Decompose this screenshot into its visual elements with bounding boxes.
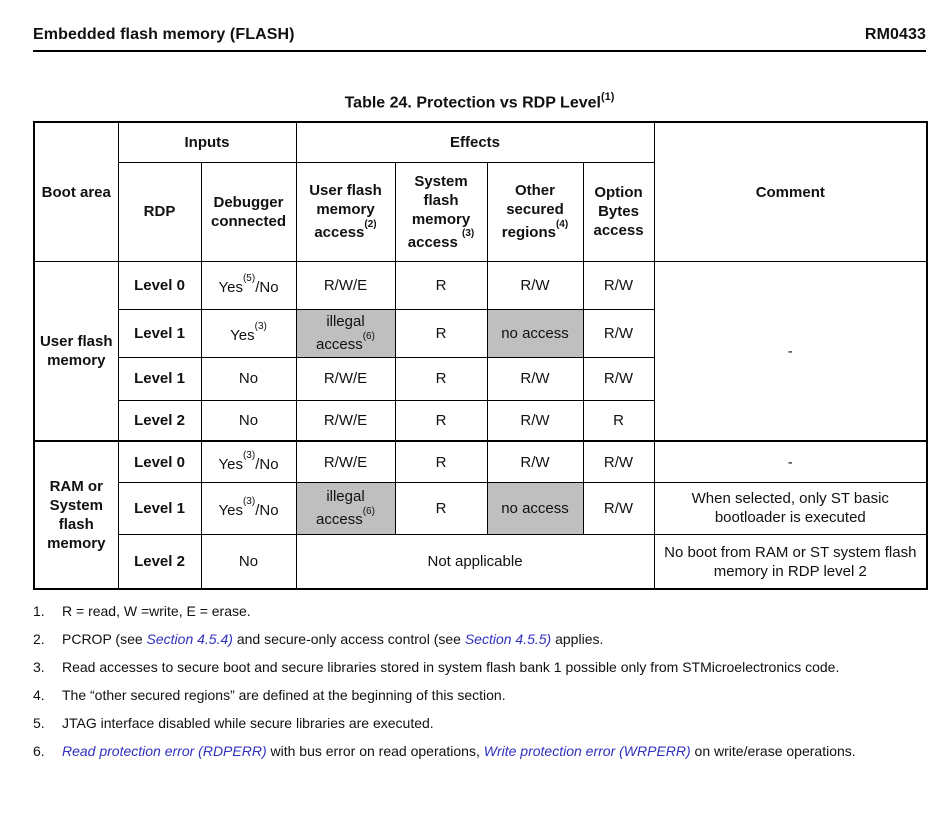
link-rdperr[interactable]: Read protection error (RDPERR) bbox=[62, 743, 267, 760]
cell-other-secured: no access bbox=[487, 309, 583, 357]
cell-option-bytes: R/W bbox=[583, 357, 654, 400]
header-option-bytes: Option Bytes access bbox=[583, 162, 654, 261]
footnote-ref: (3) bbox=[254, 321, 267, 333]
header-inputs: Inputs bbox=[118, 122, 296, 162]
section-title: Embedded flash memory (FLASH) bbox=[33, 26, 295, 43]
footnote-text bbox=[62, 743, 856, 760]
cell-system-flash: R bbox=[395, 309, 487, 357]
footnote-text-segment: and secure-only access control (see bbox=[232, 631, 465, 648]
header-system-flash bbox=[395, 162, 487, 261]
header-debugger: Debugger connected bbox=[201, 162, 296, 261]
footnote-ref: (4) bbox=[555, 218, 569, 230]
footnote-number: 3. bbox=[33, 659, 45, 676]
table-row bbox=[34, 482, 927, 534]
cell-rdp: Level 2 bbox=[118, 400, 201, 441]
header-user-flash bbox=[296, 162, 395, 261]
header-system-flash-text: System flash memory access bbox=[407, 172, 471, 251]
cell-text: Yes bbox=[218, 455, 243, 473]
footnote-text-segment: PCROP (see bbox=[62, 631, 147, 648]
footnote-ref: (1) bbox=[600, 91, 615, 103]
cell-boot-area-ram-system: RAM or System flash memory bbox=[34, 441, 118, 589]
footnote-text-segment: on write/erase operations. bbox=[690, 743, 856, 760]
cell-text: Yes bbox=[218, 501, 243, 519]
footnote-ref: (2) bbox=[364, 218, 377, 230]
cell-boot-area-user-flash: User flash memory bbox=[34, 261, 118, 441]
footnote-1 bbox=[33, 603, 926, 620]
cell-user-flash bbox=[296, 482, 395, 534]
cell-text: /No bbox=[255, 501, 279, 519]
cell-system-flash: R bbox=[395, 357, 487, 400]
header-rdp: RDP bbox=[118, 162, 201, 261]
cell-option-bytes: R/W bbox=[583, 261, 654, 309]
footnote-6 bbox=[33, 743, 926, 760]
footnote-ref: (6) bbox=[362, 330, 375, 342]
cell-rdp: Level 2 bbox=[118, 534, 201, 589]
cell-other-secured: no access bbox=[487, 482, 583, 534]
cell-text: Yes bbox=[230, 326, 255, 344]
footnote-text: R = read, W =write, E = erase. bbox=[62, 603, 251, 620]
cell-debugger bbox=[201, 482, 296, 534]
header-comment: Comment bbox=[654, 122, 927, 261]
cell-option-bytes: R bbox=[583, 400, 654, 441]
cell-system-flash: R bbox=[395, 400, 487, 441]
cell-option-bytes: R/W bbox=[583, 482, 654, 534]
cell-text: illegal access bbox=[316, 313, 365, 354]
cell-debugger bbox=[201, 309, 296, 357]
cell-debugger: No bbox=[201, 357, 296, 400]
footnote-text bbox=[62, 631, 603, 648]
footnote-ref: (6) bbox=[362, 505, 375, 517]
footnote-number: 6. bbox=[33, 743, 45, 760]
cell-other-secured: R/W bbox=[487, 261, 583, 309]
table-title-text: Table 24. Protection vs RDP Level bbox=[344, 94, 601, 112]
cell-option-bytes: R/W bbox=[583, 441, 654, 482]
footnote-5 bbox=[33, 715, 926, 732]
cell-comment: - bbox=[654, 261, 927, 441]
table-row bbox=[34, 441, 927, 482]
cell-other-secured: R/W bbox=[487, 400, 583, 441]
footnote-text-segment: applies. bbox=[551, 631, 604, 648]
cell-debugger: No bbox=[201, 400, 296, 441]
cell-comment: When selected, only ST basic bootloader is executed bbox=[654, 482, 927, 534]
header-boot-area: Boot area bbox=[34, 122, 118, 261]
cell-not-applicable: Not applicable bbox=[296, 534, 654, 589]
footnote-number: 2. bbox=[33, 631, 45, 648]
cell-user-flash: R/W/E bbox=[296, 261, 395, 309]
footnote-number: 4. bbox=[33, 687, 45, 704]
doc-id: RM0433 bbox=[864, 26, 926, 43]
cell-other-secured: R/W bbox=[487, 441, 583, 482]
footnote-ref: (3) bbox=[242, 496, 256, 508]
cell-rdp: Level 0 bbox=[118, 261, 201, 309]
footnote-4 bbox=[33, 687, 926, 704]
doc-header bbox=[33, 26, 926, 44]
cell-text: /No bbox=[255, 278, 279, 296]
cell-option-bytes: R/W bbox=[583, 309, 654, 357]
footnote-ref: (3) bbox=[462, 228, 475, 240]
cell-rdp: Level 0 bbox=[118, 441, 201, 482]
cell-debugger bbox=[201, 261, 296, 309]
cell-debugger bbox=[201, 441, 296, 482]
footnote-number: 5. bbox=[33, 715, 45, 732]
cell-rdp: Level 1 bbox=[118, 309, 201, 357]
link-wrperr[interactable]: Write protection error (WRPERR) bbox=[483, 743, 691, 760]
header-other-secured bbox=[487, 162, 583, 261]
cell-debugger: No bbox=[201, 534, 296, 589]
footnote-2 bbox=[33, 631, 926, 648]
footnote-3 bbox=[33, 659, 926, 676]
cell-text: illegal access bbox=[316, 488, 365, 529]
page-content bbox=[33, 26, 926, 760]
cell-rdp: Level 1 bbox=[118, 482, 201, 534]
protection-table bbox=[33, 121, 928, 590]
footnote-ref: (3) bbox=[242, 450, 256, 462]
table-row bbox=[34, 261, 927, 309]
header-rule bbox=[33, 50, 926, 52]
footnote-text: Read accesses to secure boot and secure libraries stored in system flash bank 1 possible only from STMicroelectronics code. bbox=[62, 659, 840, 676]
header-user-flash-text: User flash memory access bbox=[309, 182, 382, 242]
cell-user-flash bbox=[296, 309, 395, 357]
header-other-secured-text: Other secured regions bbox=[501, 182, 564, 242]
footnotes bbox=[33, 603, 926, 760]
table-title bbox=[33, 92, 926, 112]
cell-comment: No boot from RAM or ST system flash memory in RDP level 2 bbox=[654, 534, 927, 589]
cell-text: /No bbox=[255, 455, 279, 473]
footnote-ref: (5) bbox=[242, 273, 256, 285]
cell-user-flash: R/W/E bbox=[296, 441, 395, 482]
cell-user-flash: R/W/E bbox=[296, 400, 395, 441]
cell-system-flash: R bbox=[395, 261, 487, 309]
cell-rdp: Level 1 bbox=[118, 357, 201, 400]
cell-other-secured: R/W bbox=[487, 357, 583, 400]
link-section-4-5-5[interactable]: Section 4.5.5) bbox=[464, 631, 552, 648]
table-header-row-1 bbox=[34, 122, 927, 162]
footnote-text: JTAG interface disabled while secure libraries are executed. bbox=[62, 715, 434, 732]
cell-system-flash: R bbox=[395, 441, 487, 482]
footnote-number: 1. bbox=[33, 603, 45, 620]
cell-system-flash: R bbox=[395, 482, 487, 534]
table-row bbox=[34, 534, 927, 589]
link-section-4-5-4[interactable]: Section 4.5.4) bbox=[146, 631, 233, 648]
cell-comment: - bbox=[654, 441, 927, 482]
cell-user-flash: R/W/E bbox=[296, 357, 395, 400]
footnote-text-segment: with bus error on read operations, bbox=[266, 743, 484, 760]
footnote-text: The “other secured regions” are defined at the beginning of this section. bbox=[62, 687, 506, 704]
header-effects: Effects bbox=[296, 122, 654, 162]
cell-text: Yes bbox=[218, 278, 243, 296]
